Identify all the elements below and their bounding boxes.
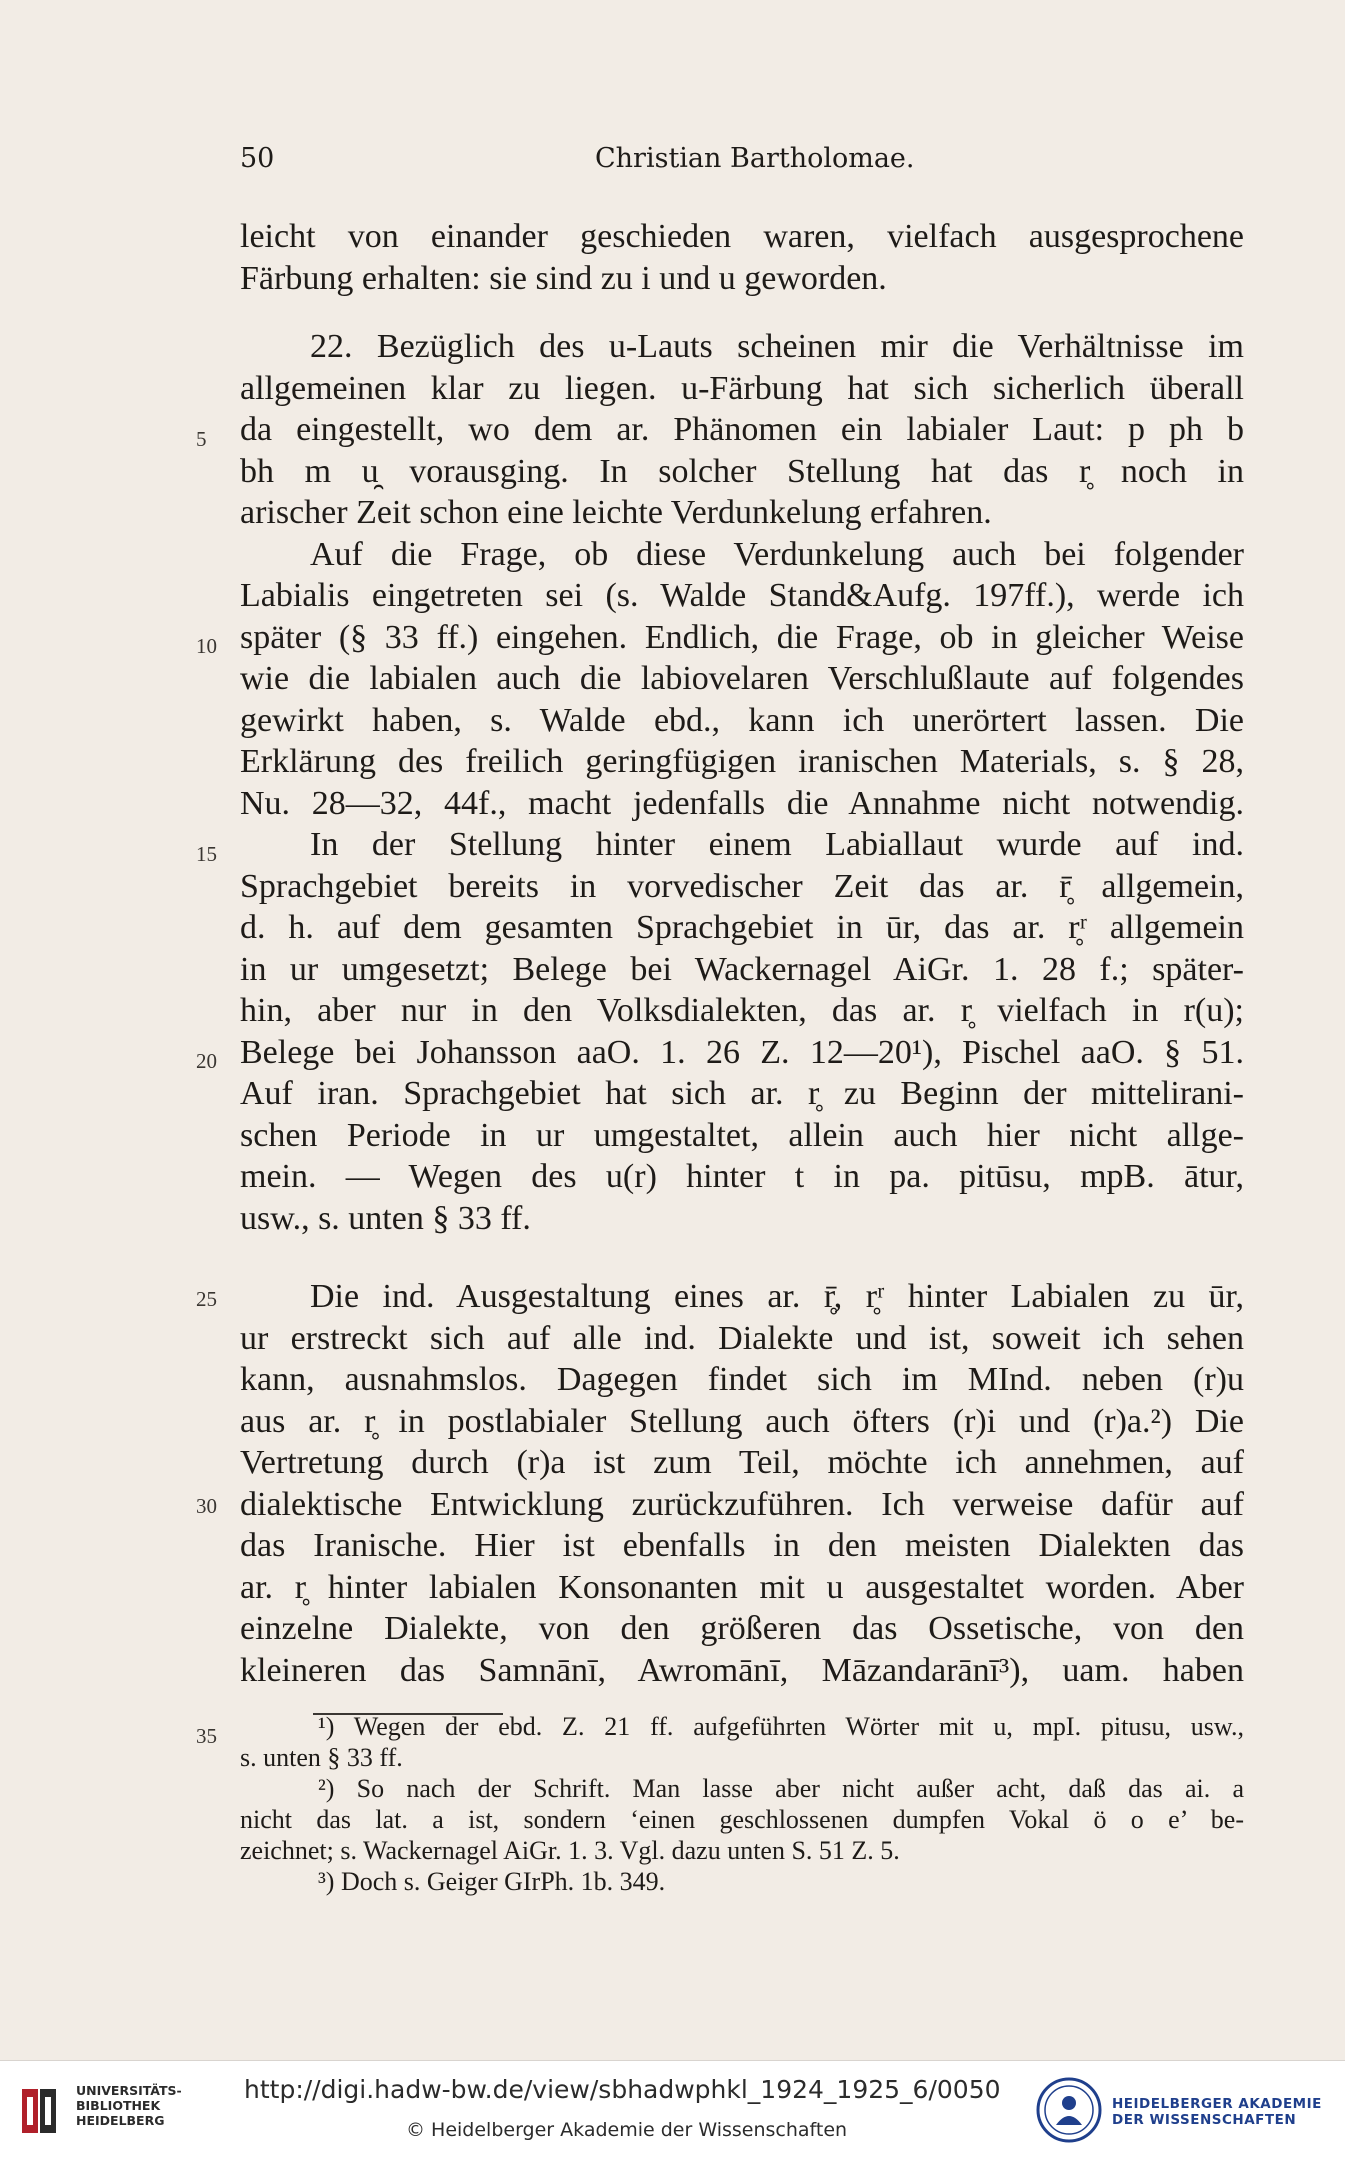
footnote-line: nicht das lat. a ist, sondern ‘einen geschlossenen dumpfen Vokal ö o e’ be-	[240, 1805, 1244, 1834]
line-number: 15	[196, 842, 217, 866]
text-line: Erklärung des freilich geringfügigen iranischen Materials, s. § 28,	[240, 743, 1244, 780]
academy-seal-icon	[1036, 2077, 1102, 2143]
text-line: schen Periode in ur umgestaltet, allein auch hier nicht allge-	[240, 1116, 1244, 1154]
text-line: d. h. auf dem gesamten Sprachgebiet in ūr, das ar. r̥ʳ allgemein	[240, 909, 1244, 946]
viewer-footer	[0, 2060, 1345, 2157]
text-block-1	[240, 216, 1244, 299]
text-line: Die ind. Ausgestaltung eines ar. r̥̄, r̥ʳ hinter Labialen zu ūr,	[310, 1278, 1244, 1315]
text-line: 22. Bezüglich des u-Lauts scheinen mir die Verhältnisse im	[310, 328, 1244, 365]
text-line: arischer Zeit schon eine leichte Verdunkelung erfahren.	[240, 494, 992, 531]
text-block-2	[240, 326, 1244, 1239]
running-title: Christian Bartholomae.	[595, 143, 915, 174]
text-line: Auf die Frage, ob diese Verdunkelung auch bei folgender	[310, 535, 1244, 573]
text-line: usw., s. unten § 33 ff.	[240, 1199, 531, 1237]
footnote-line: s. unten § 33 ff.	[240, 1743, 403, 1772]
footnote-line: ¹) Wegen der ebd. Z. 21 ff. aufgeführten Wörter mit u, mpI. pitusu, usw.,	[318, 1712, 1244, 1741]
university-library-logo-icon	[14, 2083, 64, 2139]
footnote-line: ³) Doch s. Geiger GIrPh. 1b. 349.	[318, 1867, 666, 1896]
text-line: Vertretung durch (r)a ist zum Teil, möchte ich annehmen, auf	[240, 1444, 1244, 1481]
text-line: bh m u̯ vorausging. In solcher Stellung hat das r̥ noch in	[240, 452, 1244, 490]
university-library-name: UNIVERSITÄTS- BIBLIOTHEK HEIDELBERG	[76, 2083, 182, 2128]
text-line: leicht von einander geschieden waren, vielfach ausgesprochene	[240, 218, 1244, 255]
footnotes	[240, 1711, 1244, 1897]
text-line: ar. r̥ hinter labialen Konsonanten mit u ausgestaltet worden. Aber	[240, 1568, 1244, 1606]
text-line: Belege bei Johansson aaO. 1. 26 Z. 12—20¹), Pischel aaO. § 51.	[240, 1033, 1244, 1071]
text-line: in ur umgesetzt; Belege bei Wackernagel AiGr. 1. 28 f.; später-	[240, 950, 1244, 988]
text-line: kann, ausnahmslos. Dagegen findet sich im MInd. neben (r)u	[240, 1361, 1244, 1398]
text-line: gewirkt haben, s. Walde ebd., kann ich unerörtert lassen. Die	[240, 701, 1244, 739]
document-url-link[interactable]: http://digi.hadw-bw.de/view/sbhadwphkl_1924_1925_6/0050	[244, 2075, 1001, 2104]
text-line: wie die labialen auch die labiovelaren Verschlußlaute auf folgendes	[240, 660, 1244, 697]
text-line: ur erstreckt sich auf alle ind. Dialekte und ist, soweit ich sehen	[240, 1319, 1244, 1357]
text-line: hin, aber nur in den Volksdialekten, das ar. r̥ vielfach in r(u);	[240, 992, 1244, 1029]
line-number: 25	[196, 1287, 217, 1311]
text-line: Sprachgebiet bereits in vorvedischer Zeit das ar. r̥̄ allgemein,	[240, 867, 1244, 905]
text-line: Färbung erhalten: sie sind zu i und u geworden.	[240, 259, 887, 297]
text-line: dialektische Entwicklung zurückzuführen. Ich verweise dafür auf	[240, 1485, 1244, 1523]
text-line: da eingestellt, wo dem ar. Phänomen ein labialer Laut: p ph b	[240, 411, 1244, 448]
text-block-3	[240, 1276, 1244, 1691]
line-number: 20	[196, 1049, 217, 1073]
text-line: kleineren das Samnānī, Awromānī, Māzandarānī³), uam. haben	[240, 1651, 1244, 1689]
text-line: allgemeinen klar zu liegen. u-Färbung hat sich sicherlich überall	[240, 369, 1244, 407]
text-line: einzelne Dialekte, von den größeren das Ossetische, von den	[240, 1610, 1244, 1647]
line-number: 35	[196, 1724, 217, 1748]
copyright-notice: © Heidelberger Akademie der Wissenschaften	[406, 2119, 848, 2141]
page-number: 50	[240, 143, 275, 174]
line-number: 5	[196, 427, 207, 451]
footnote-line: ²) So nach der Schrift. Man lasse aber nicht außer acht, daß das ai. a	[318, 1774, 1244, 1803]
footnote-line: zeichnet; s. Wackernagel AiGr. 1. 3. Vgl. dazu unten S. 51 Z. 5.	[240, 1836, 900, 1865]
running-header	[240, 143, 1244, 183]
academy-name: HEIDELBERGER AKADEMIE DER WISSENSCHAFTEN	[1112, 2096, 1322, 2128]
line-number: 10	[196, 634, 217, 658]
text-line: Nu. 28—32, 44f., macht jedenfalls die Annahme nicht notwendig.	[240, 784, 1244, 822]
text-line: aus ar. r̥ in postlabialer Stellung auch öfters (r)i und (r)a.²) Die	[240, 1402, 1244, 1440]
text-line: mein. — Wegen des u(r) hinter t in pa. pitūsu, mpB. ātur,	[240, 1158, 1244, 1195]
line-number: 30	[196, 1494, 217, 1518]
text-line: Labialis eingetreten sei (s. Walde Stand&Aufg. 197ff.), werde ich	[240, 577, 1244, 614]
text-line: das Iranische. Hier ist ebenfalls in den meisten Dialekten das	[240, 1527, 1244, 1564]
text-line: Auf iran. Sprachgebiet hat sich ar. r̥ zu Beginn der mittelirani-	[240, 1075, 1244, 1112]
text-line: später (§ 33 ff.) eingehen. Endlich, die Frage, ob in gleicher Weise	[240, 618, 1244, 656]
text-line: In der Stellung hinter einem Labiallaut wurde auf ind.	[310, 826, 1244, 863]
